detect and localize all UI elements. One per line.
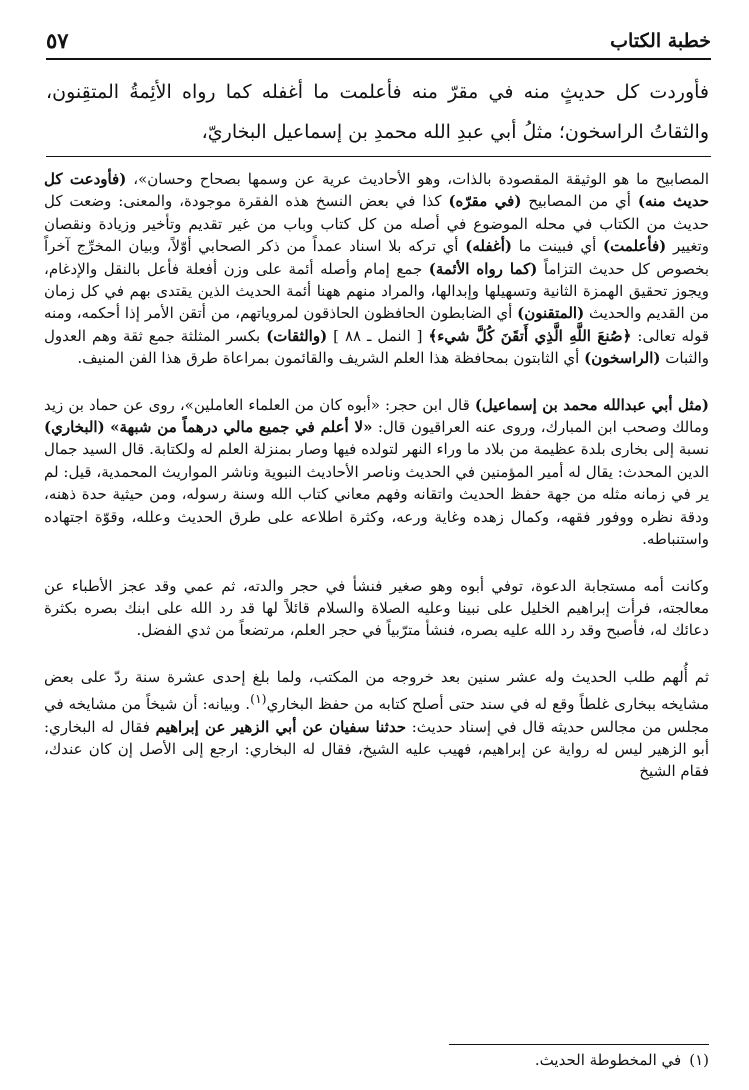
bold-term: حدثنا سفيان عن أبي الزهير عن إبراهيم — [155, 717, 406, 736]
text-run: كذا في بعض النسخ هذه الفقرة موجودة، والمعنى: وضعت كل حديث من الكتاب في محله الموضوع في أصله من كل كتاب وباب من غير تقديم وتأخير وزيادة ونقصان وتغيير — [44, 192, 709, 256]
text-run: . وبيانه: أن شيخاً من مشايخه في مجلس من مجالس حديثه قال في إسناد حديث: — [44, 695, 709, 736]
text-run: أي الضابطون الحافظون الحاذقون لمروياتهم، من أتقن الأمر إذا أحكمه، ومنه قوله تعالى: — [44, 304, 709, 345]
bold-term: (فأودعت كل حديث منه) — [44, 170, 709, 211]
commentary-paragraph-3: وكانت أمه مستجابة الدعوة، توفي أبوه وهو صغير فنشأ في حجر والدته، ثم عمي وقد عجز الأطباء عن معالجته، فرأت إبراهيم الخليل على نبينا وعليه الصلاة والسلام قائلاً لها قد رد الله على ابنك بصره بكثرة دعائك له، فأصبح وقد رد الله عليه بصره، فنشأ مترّبياً في حجر العلم، مرتضعاً من ثدي الفضل. — [44, 576, 709, 640]
page-header — [46, 24, 711, 60]
bold-term: (المتقنون) — [517, 304, 585, 323]
bold-term: (فأعلمت) — [602, 237, 667, 256]
text-run: بكسر المثلثة جمع ثقة وهم العدول والثبات — [44, 326, 709, 368]
text-run: أي فبينت ما — [512, 237, 603, 256]
bold-term: (كما رواه الأئمة) — [428, 259, 538, 278]
bold-term: ﴿صُنعَ اللَّهِ الَّذِي أَتقَنَ كُلَّ شيء﴾ — [428, 326, 632, 345]
commentary — [44, 168, 709, 795]
main-text-divider — [46, 156, 711, 157]
page-number: ٥٧ — [46, 28, 69, 53]
footnote-ref: (١) — [250, 691, 267, 707]
bold-term: (في مقرّه) — [448, 192, 522, 211]
text-run: جمع إمام وأصله أئمة على وزن أفعلة فأعل بالنقل والإدغام، ويجوز تحقيق الهمزة الثانية وتسهيلها وإبدالها، والمراد منهم ههنا أئمة الحديث الذين يقتدى بهم في كل زمان من القديم والحديث — [44, 259, 709, 323]
footnote — [46, 1050, 709, 1070]
bold-term: (الراسخون) — [584, 349, 661, 368]
chapter-title: خطبة الكتاب — [610, 30, 711, 52]
footnote-number: (١) — [689, 1051, 709, 1069]
bold-term: (أغفله) — [465, 237, 513, 256]
text-run: المصابيح ما هو الوثيقة المقصودة بالذات، وهو الأحاديث عرية عن وسمها بصحاح وحسان»، — [126, 170, 709, 188]
commentary-paragraph-2 — [44, 394, 709, 551]
text-run: نسبة إلى بخارى بلدة عظيمة من بلاد ما وراء النهر لتولده فيها وصار بمنزلة العلم له ولكتابة. قال السيد جمال الدين المحدث: يقال له أمير المؤمنين في الحديث وناصر الأحاديث النبوية وناشر المواريث المحمدية، قيل: لم ير في زمانه مثله من جهة حفظ الحديث واتقانه وفهم معاني كتاب الله وسنة رسوله، ومن حيثية حدة ذهنه، ودقة نظره ووفور فقهه، وكمال زهده وغاية ورعه، وكثرة اطلاعه على طرق الحديث وعلله، وقوّة اجتهاده واستنباطه. — [44, 440, 709, 549]
main-text: فأوردت كل حديثٍ منه في مقرّ منه فأعلمت ما أغفله كما رواه الأئِمةُ المتقِنون، والثقاتُ الراسخون؛ مثلُ أبي عبدِ الله محمدِ بن إسماعيل البخاريّ، — [46, 81, 709, 143]
text-run: قال ابن حجر: «أبوه كان من العلماء العاملين»، روى عن حماد بن زيد ومالك وصحب ابن المبارك، وروى عنه العراقيون قال: — [44, 395, 710, 437]
bold-term: «لا أعلم في جميع مالي درهماً من شبهة» — [110, 418, 373, 437]
footnote-text: في المخطوطة الحديث. — [534, 1051, 682, 1069]
commentary-paragraph-1 — [44, 168, 709, 370]
text-run: أي من المصابيح — [521, 192, 638, 211]
text-run: أي تركه بلا اسناد عمداً من ذكر الصحابي أوّلاً، وبيان المخرِّج آخراً بخصوص كل حديث التزاماً — [44, 237, 709, 278]
text-run: [ النمل ـ ٨٨ ] — [327, 326, 429, 345]
commentary-paragraph-4 — [44, 666, 709, 783]
text-run: أي الثابتون بمحافظة هذا العلم الشريف والقائمون بمراعاة طرق هذا الفن المنيف. — [77, 349, 585, 368]
text-run: ثم أُلهم طلب الحديث وله عشر سنين بعد خروجه من المكتب، ولما بلغ إحدى عشرة سنة ردّ على بعض مشايخه ببخارى غلطاً وقع له في سند حتى أصلح كتابه من حفظ البخاري — [44, 667, 709, 714]
bold-term: (مثل أبي عبدالله محمد بن إسماعيل) — [474, 395, 709, 414]
bold-term: (والثقات) — [266, 326, 328, 345]
bold-term: (البخاري) — [44, 418, 105, 437]
text-run: فقال له البخاري: أبو الزهير ليس له رواية عن إبراهيم، فهيب عليه الشيخ، فقال له البخاري: ارجع إلى الأصل إن كان عندك، فقام الشيخ — [44, 717, 709, 781]
footnote-divider — [449, 1044, 709, 1045]
